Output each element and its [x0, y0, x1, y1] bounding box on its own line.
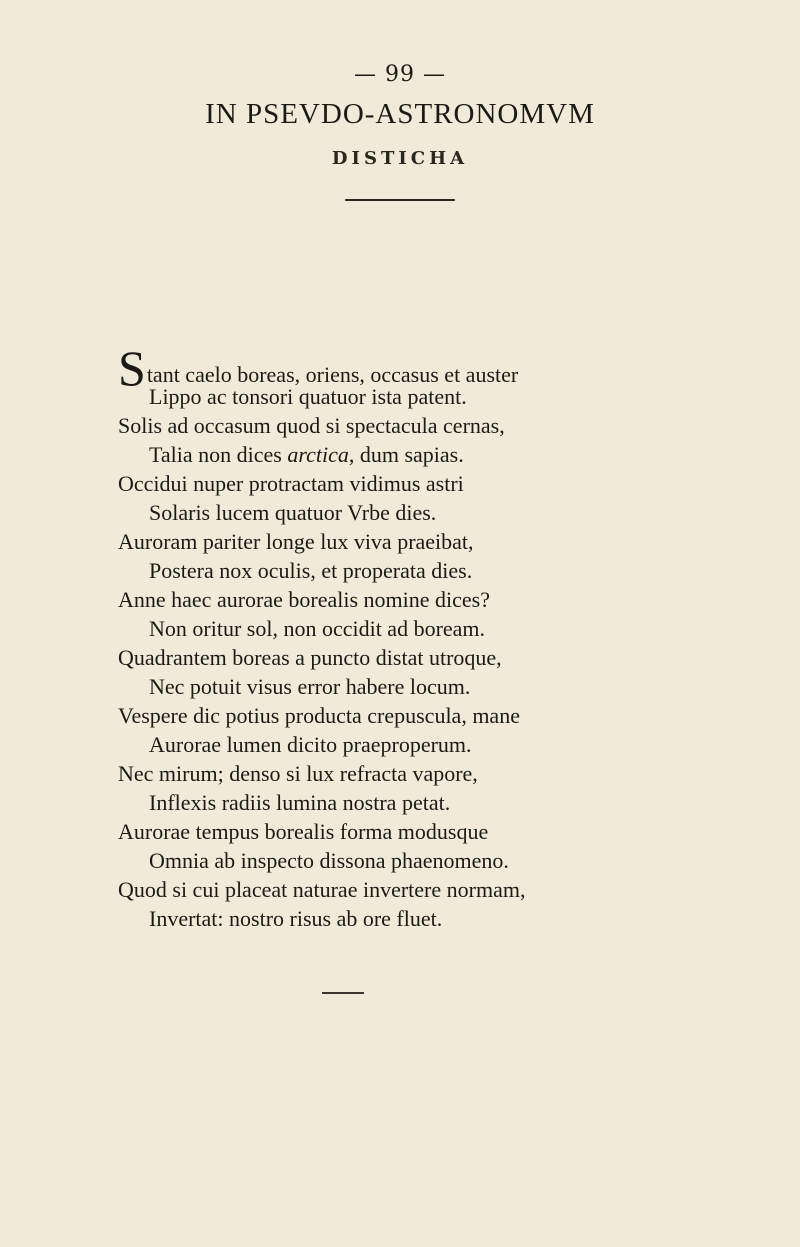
- poem-line: Aurorae tempus borealis forma modusque: [118, 819, 489, 844]
- poem-line-text: tant caelo boreas, oriens, occasus et auster: [146, 362, 519, 387]
- poem-line: Solaris lucem quatuor Vrbe dies.: [149, 500, 437, 525]
- poem-line: Vespere dic potius producta crepuscula, mane: [118, 703, 520, 728]
- poem-line: Occidui nuper protractam vidimus astri: [118, 471, 464, 496]
- poem-line-text: , dum sapias.: [348, 442, 464, 467]
- end-divider: [322, 992, 364, 994]
- section-subtitle: DISTICHA: [331, 148, 469, 169]
- poem-line-text: Talia non dices: [149, 442, 288, 467]
- poem-line: Quadrantem boreas a puncto distat utroque,: [118, 645, 502, 670]
- poem-line: Invertat: nostro risus ab ore fluet.: [149, 906, 443, 931]
- poem-line: Lippo ac tonsori quatuor ista patent.: [149, 384, 467, 409]
- poem-line: Non oritur sol, non occidit ad boream.: [149, 616, 486, 641]
- poem-line: Postera nox oculis, et properata dies.: [149, 558, 473, 583]
- poem-line: Nec mirum; denso si lux refracta vapore,: [118, 761, 478, 786]
- poem-line: Solis ad occasum quod si spectacula cernas,: [118, 413, 505, 438]
- emphasized-word: arctica: [287, 442, 349, 467]
- poem-line: Auroram pariter longe lux viva praeibat,: [118, 529, 474, 554]
- page-title: IN PSEVDO-ASTRONOMVM: [205, 98, 595, 130]
- page-number: — 99 —: [354, 62, 446, 87]
- poem-line: Inflexis radiis lumina nostra petat.: [149, 790, 451, 815]
- poem-line: [118, 440, 738, 469]
- drop-cap: S: [118, 340, 146, 396]
- poem-line: Aurorae lumen dicito praeproperum.: [149, 732, 472, 757]
- poem: [118, 340, 738, 933]
- poem-line: [118, 340, 738, 396]
- poem-line: Omnia ab inspecto dissona phaenomeno.: [149, 848, 509, 873]
- poem-line: Anne haec aurorae borealis nomine dices?: [118, 587, 490, 612]
- poem-line: Quod si cui placeat naturae invertere normam,: [118, 877, 526, 902]
- poem-line: Nec potuit visus error habere locum.: [149, 674, 471, 699]
- title-divider: [345, 199, 455, 201]
